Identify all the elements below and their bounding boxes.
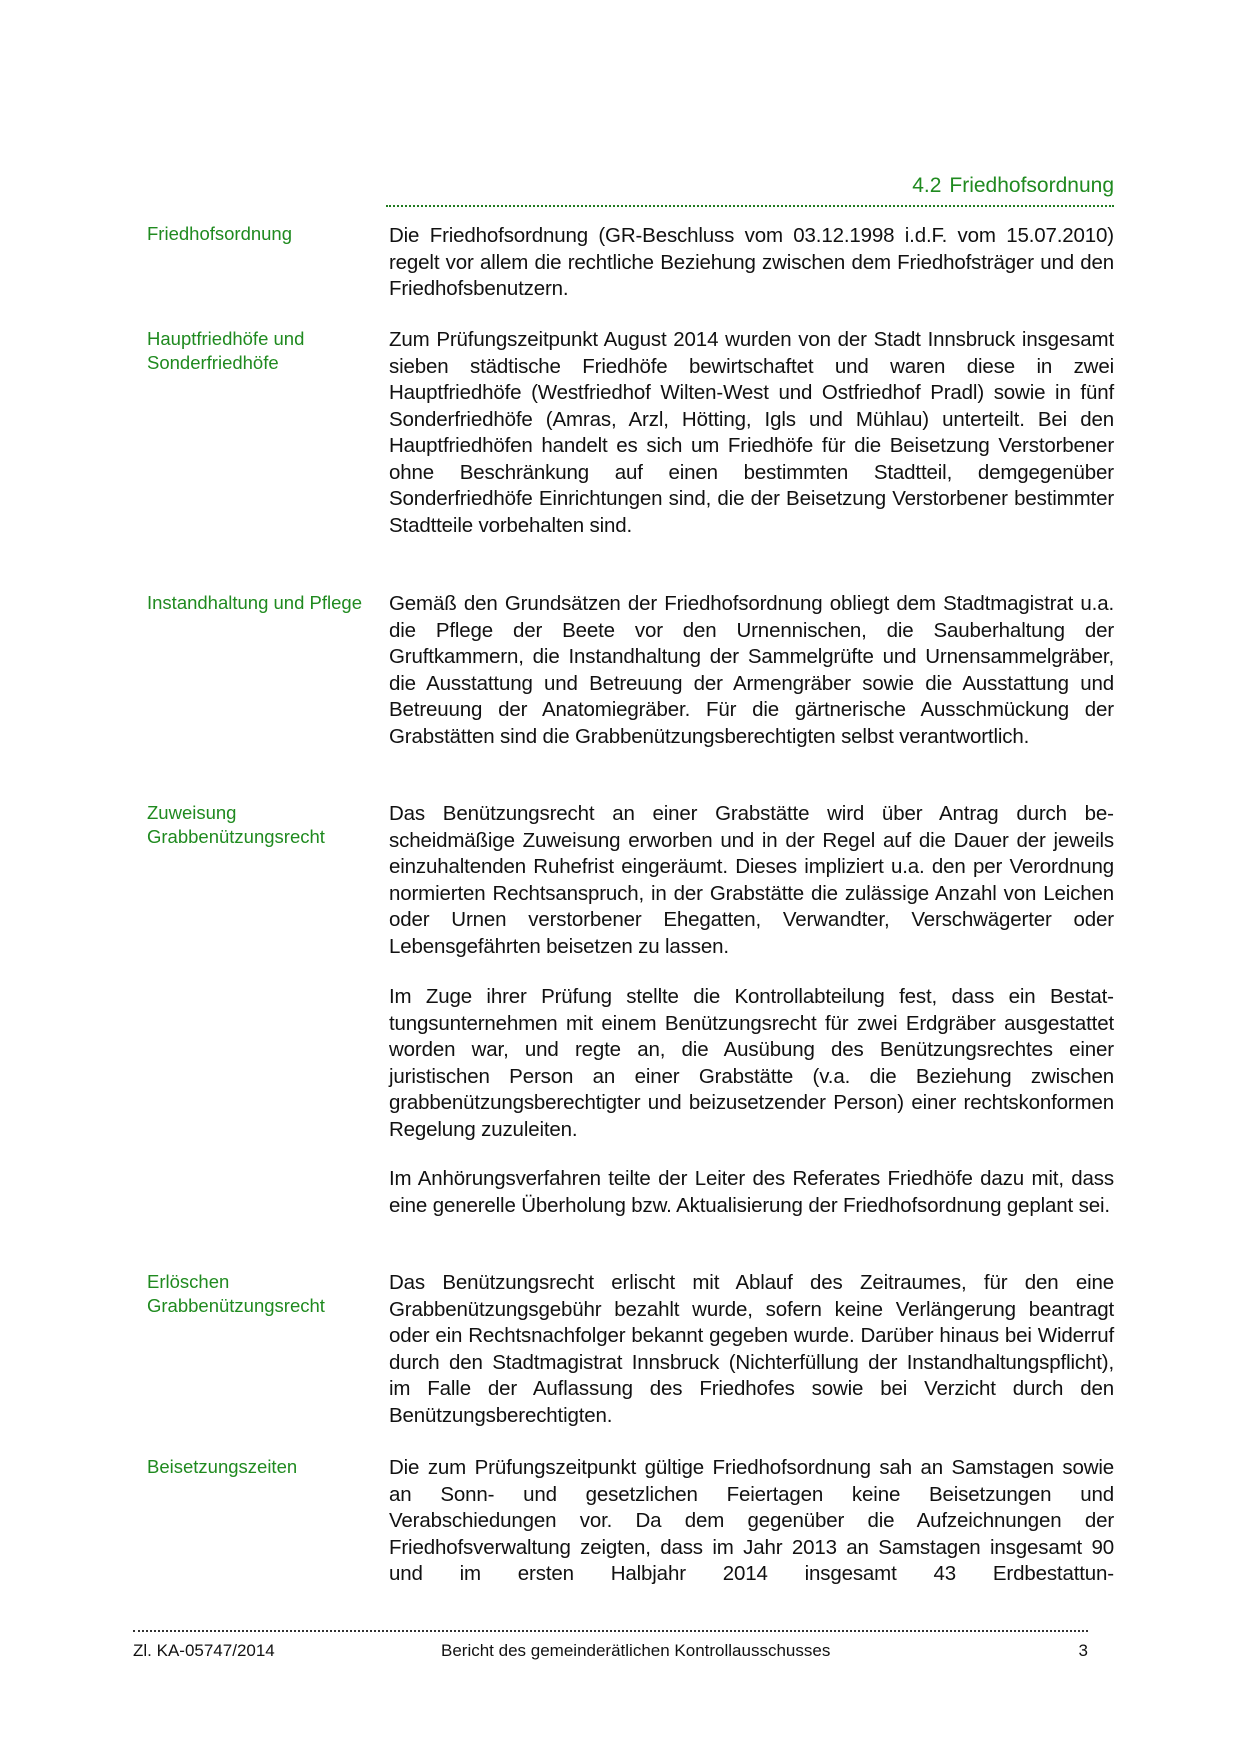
margin-label: Beisetzungszeiten bbox=[147, 1456, 298, 1477]
paragraph: Das Benützungsrecht an einer Grabstätte wird über Antrag durch bescheidmäßige Zuweisung erworben und in der Regel auf die Dauer der jeweils einzuhaltenden Ruhefrist eingeräumt. Dieses impliziert u.a. den per Verordnung normierten Rechtsanspruch, in der Grabstätte die zulässige Anzahl von Leichen oder Urnen verstorbener Ehegatten, Verwandter, Verschwägerter oder Lebensgefährten beisetzen zu lassen. bbox=[389, 802, 1114, 958]
footer-divider bbox=[133, 1630, 1088, 1632]
page-number: 3 bbox=[1078, 1641, 1088, 1660]
paragraph: Im Zuge ihrer Prüfung stellte die Kontrollabteilung fest, dass ein Bestattungsunternehmen mit einem Benützungsrecht für zwei Erdgräber ausgestattet worden war, und regte an, die Ausübung des Benützungsrechtes einer juristischen Person an einer Grabstätte (v.a. die Beziehung zwischen grabbenützungsberechtigter und beizusetzender Person) einer rechtskonformen Regelung zuzuleiten. bbox=[389, 985, 1114, 1141]
section-title: Friedhofsordnung bbox=[949, 174, 1114, 197]
section-number: 4.2 bbox=[912, 174, 942, 197]
margin-label: Friedhofsordnung bbox=[147, 223, 293, 244]
margin-label: Zuweisung Grabbenützungsrecht bbox=[147, 802, 325, 847]
margin-label: Instandhaltung und Pflege bbox=[147, 592, 362, 613]
paragraph: Gemäß den Grundsätzen der Friedhofsordnung obliegt dem Stadtmagistrat u.a. die Pflege der Beete vor den Urnennischen, die Sauberhaltung der Gruftkammern, die Instandhaltung der Sammelgrüfte und Urnensammelgräber, die Ausstattung und Betreuung der Armengräber sowie die Ausstattung und Betreuung der Anatomiegräber. Für die gärtnerische Ausschmückung der Grabstätten sind die Grabbenützungsberechtigten selbst verantwortlich. bbox=[389, 592, 1114, 748]
paragraph: Das Benützungsrecht erlischt mit Ablauf des Zeitraumes, für den eine Grabbenützungsgebühr bezahlt wurde, sofern keine Verlängerung beantragt oder ein Rechtsnachfolger bekannt gegeben wurde. Darüber hinaus bei Widerruf durch den Stadtmagistrat Innsbruck (Nichterfüllung der Instandhaltungspflicht), im Falle der Auflassung des Friedhofes sowie bei Verzicht durch den Benützungsberechtigten. bbox=[389, 1271, 1114, 1427]
paragraph: Im Anhörungsverfahren teilte der Leiter des Referates Friedhöfe dazu mit, dass eine generelle Überholung bzw. Aktualisierung der Friedhofsordnung geplant sei. bbox=[389, 1167, 1114, 1217]
margin-label: Erlöschen Grabbenützungsrecht bbox=[147, 1271, 325, 1316]
paragraph: Zum Prüfungszeitpunkt August 2014 wurden von der Stadt Innsbruck insgesamt sieben städtische Friedhöfe bewirtschaftet und waren diese in zwei Hauptfriedhöfe (Westfriedhof Wilten-West und Ostfriedhof Pradl) sowie in fünf Sonderfriedhöfe (Amras, Arzl, Hötting, Igls und Mühlau) unterteilt. Bei den Hauptfriedhöfen handelt es sich um Friedhöfe für die Beisetzung Verstorbener ohne Beschränkung auf einen bestimmten Stadtteil, demgegenüber Sonderfriedhöfe Einrichtungen sind, die der Beisetzung Verstorbener bestimmter Stadtteile vorbehalten sind. bbox=[389, 328, 1114, 537]
report-title: Bericht des gemeinderätlichen Kontrollausschusses bbox=[441, 1641, 831, 1660]
header-divider bbox=[386, 205, 1114, 207]
paragraph: Die zum Prüfungszeitpunkt gültige Friedhofsordnung sah an Samstagen sowie an Sonn- und gesetzlichen Feiertagen keine Beisetzungen und Verabschiedungen vor. Da dem gegenüber die Aufzeichnungen der Friedhofsverwaltung zeigten, dass im Jahr 2013 an Samstagen insgesamt 90 und im ersten Halbjahr 2014 insgesamt 43 Erdbestattun- bbox=[389, 1456, 1114, 1585]
document-reference: Zl. KA-05747/2014 bbox=[133, 1641, 275, 1660]
margin-label: Hauptfriedhöfe und Sonderfriedhöfe bbox=[147, 328, 305, 373]
paragraph: Die Friedhofsordnung (GR-Beschluss vom 03.12.1998 i.d.F. vom 15.07.2010) regelt vor allem die rechtliche Beziehung zwischen dem Friedhofsträger und den Friedhofsbenutzern. bbox=[389, 224, 1114, 300]
section-header bbox=[386, 172, 1114, 200]
